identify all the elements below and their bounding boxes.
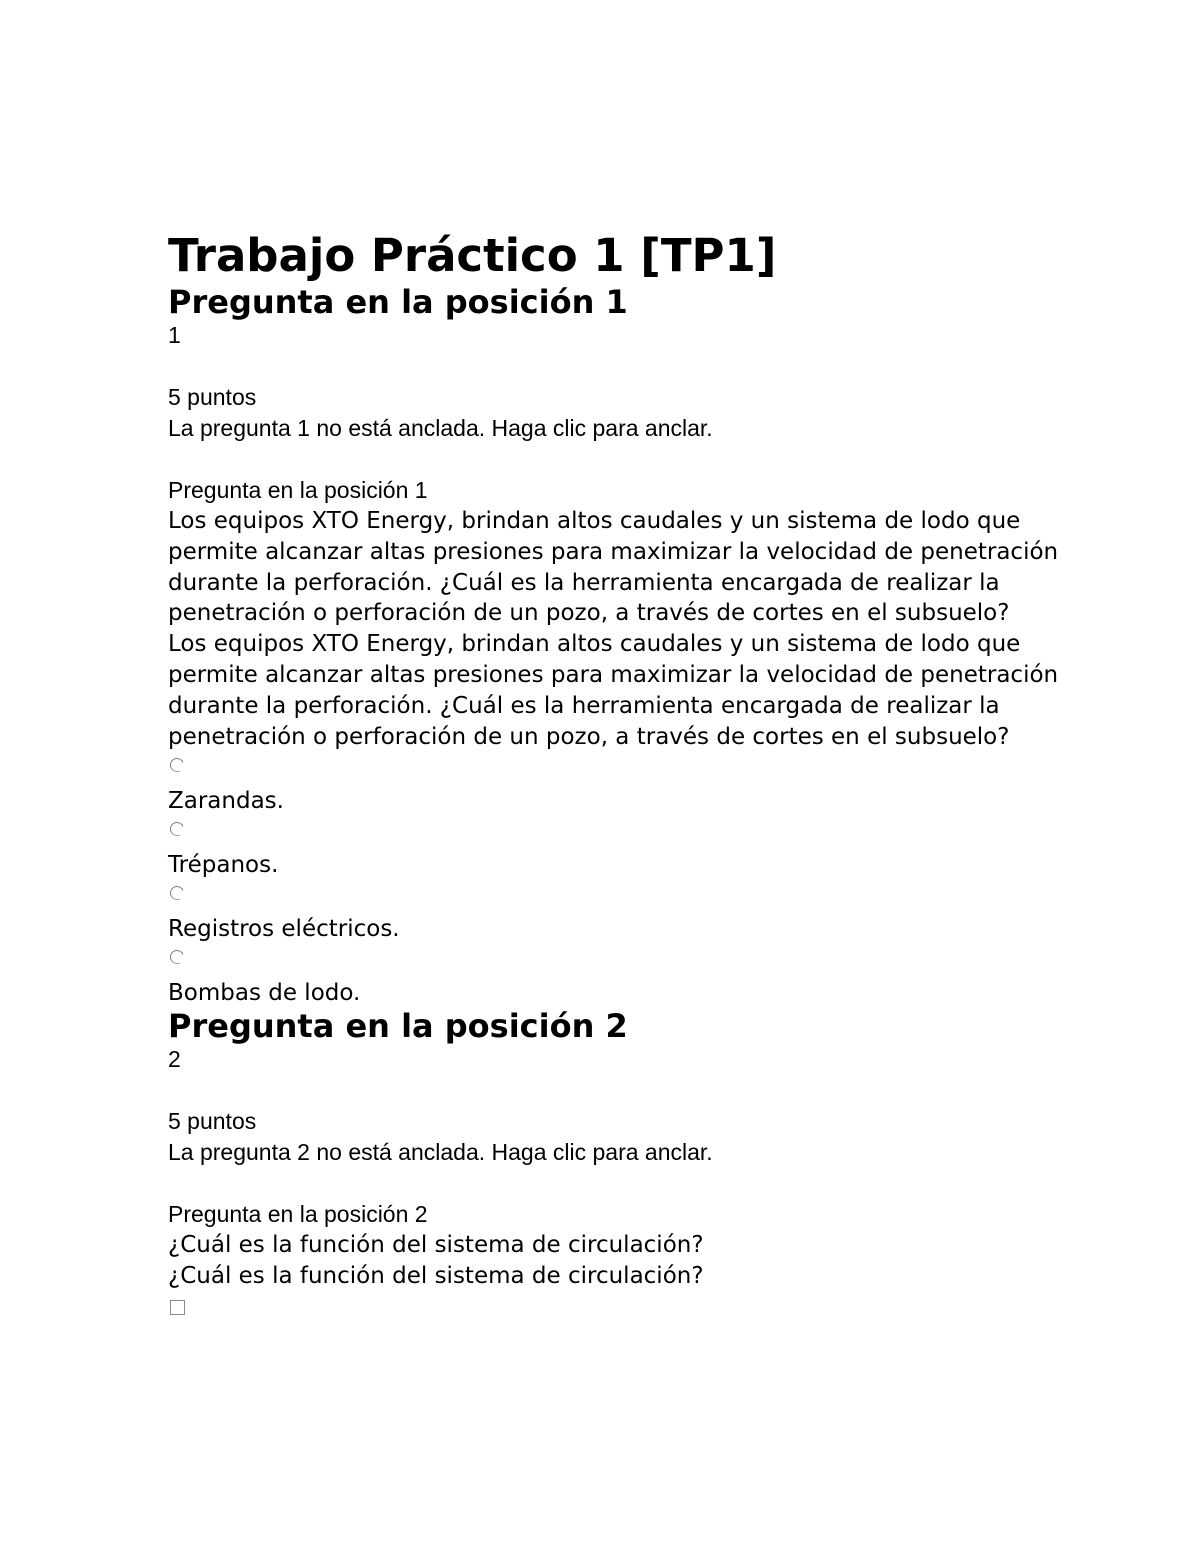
option-label: Bombas de lodo. [168,980,361,1007]
question-2 [168,1008,1068,1326]
option-radio-row[interactable] [168,944,1068,978]
answer-options [168,752,1068,1008]
question-position-label: Pregunta en la posición 2 [168,1201,428,1228]
question-text: Los equipos XTO Energy, brindan altos caudales y un sistema de lodo que permite alcanzar altas presiones para maximizar la velocidad de penetración durante la perforación. ¿Cuál es la herramienta encargada de realizar la penetración o perforación de un pozo, a través de cortes en el subsuelo? [168,508,1059,627]
spacer [168,444,1068,475]
option-label: Zarandas. [168,788,284,815]
radio-button-icon[interactable] [168,756,186,774]
question-points: 5 puntos [168,384,257,410]
pin-question-link[interactable]: La pregunta 2 no está anclada. Haga clic para anclar. [168,1139,713,1166]
radio-button-icon[interactable] [168,884,186,902]
spacer [168,1075,1068,1106]
radio-button-icon[interactable] [168,820,186,838]
spacer [168,1168,1068,1199]
option-checkbox-row[interactable] [168,1292,1068,1326]
question-points: 5 puntos [168,1108,257,1135]
question-heading: Pregunta en la posición 1 [168,283,628,321]
question-position-label: Pregunta en la posición 1 [168,477,428,503]
spacer [168,351,1068,382]
option-radio-row[interactable] [168,816,1068,850]
question-heading: Pregunta en la posición 2 [168,1007,628,1046]
document-page [168,228,1068,1326]
option-radio-row[interactable] [168,752,1068,786]
page-title: Trabajo Práctico 1 [TP1] [168,229,777,282]
option-label: Registros eléctricos. [168,916,400,943]
question-number: 2 [168,1046,181,1073]
option-label: Trépanos. [168,852,279,879]
question-1 [168,284,1068,1008]
option-radio-row[interactable] [168,880,1068,914]
question-number: 1 [168,322,181,348]
question-text: ¿Cuál es la función del sistema de circulación? [168,1232,704,1259]
question-text-repeat: ¿Cuál es la función del sistema de circulación? [168,1263,704,1290]
radio-button-icon[interactable] [168,948,186,966]
pin-question-link[interactable]: La pregunta 1 no está anclada. Haga clic para anclar. [168,415,713,441]
checkbox-icon[interactable] [170,1300,185,1315]
question-text-repeat: Los equipos XTO Energy, brindan altos caudales y un sistema de lodo que permite alcanzar altas presiones para maximizar la velocidad de penetración durante la perforación. ¿Cuál es la herramienta encargada de realizar la penetración o perforación de un pozo, a través de cortes en el subsuelo? [168,631,1059,750]
